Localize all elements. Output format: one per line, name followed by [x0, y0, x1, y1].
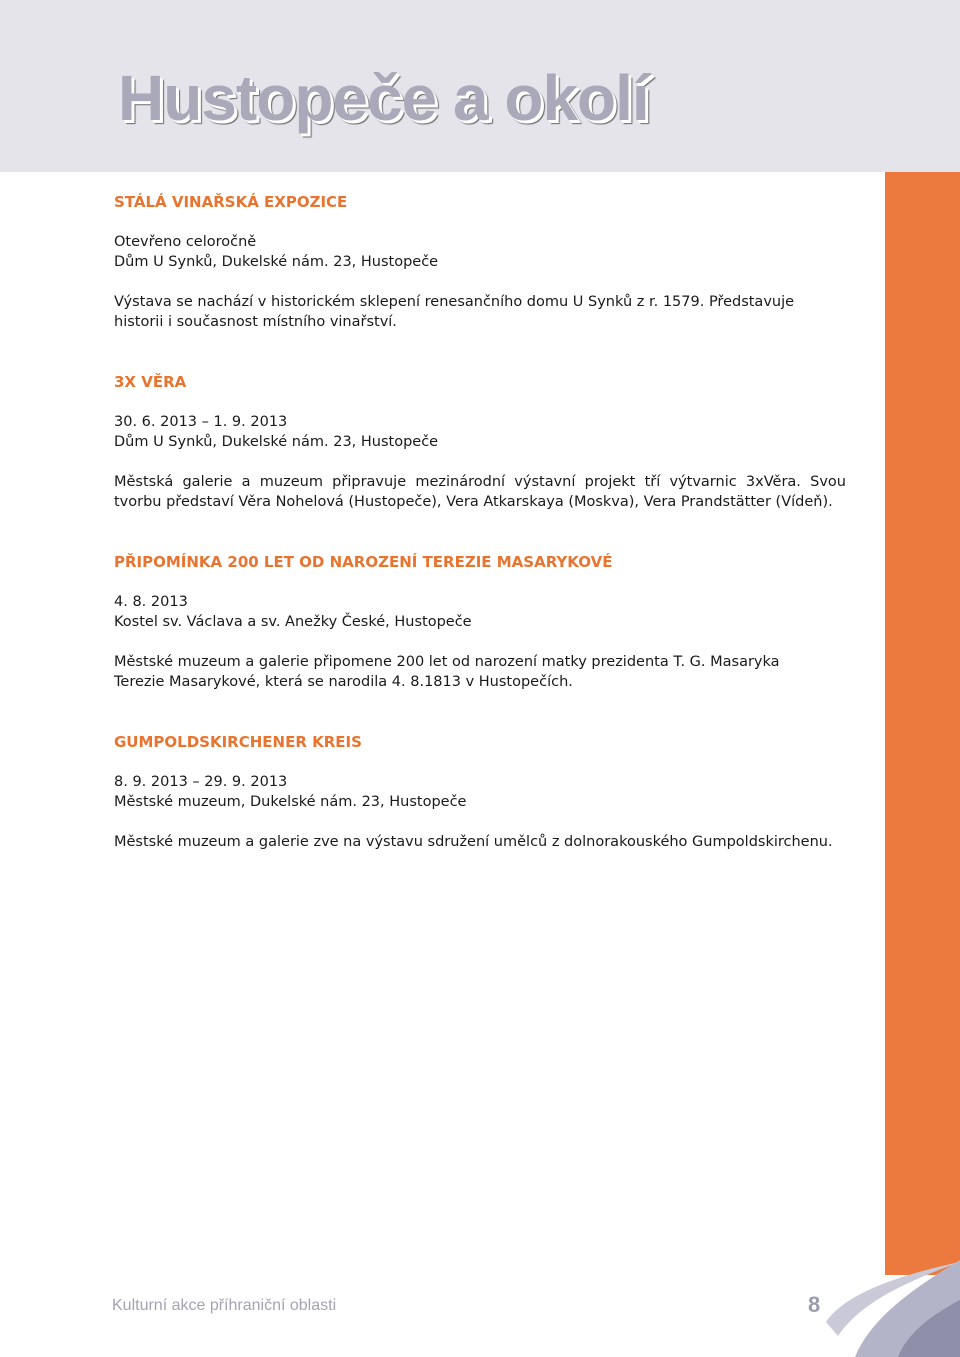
section-meta-line: Dům U Synků, Dukelské nám. 23, Hustopeče — [114, 254, 439, 270]
section-masarykova — [114, 552, 846, 692]
content — [114, 192, 846, 852]
section-meta-line: 8. 9. 2013 – 29. 9. 2013 — [114, 774, 288, 790]
section-meta-line: Kostel sv. Václava a sv. Anežky České, Hustopeče — [114, 614, 472, 630]
section-meta-line: 4. 8. 2013 — [114, 594, 188, 610]
footer-swoosh-graphic — [760, 1240, 960, 1357]
section-heading: PŘIPOMÍNKA 200 LET OD NAROZENÍ TEREZIE MASARYKOVÉ — [114, 553, 613, 571]
section-heading: GUMPOLDSKIRCHENER KREIS — [114, 733, 362, 751]
section-gumpoldskirchener — [114, 732, 846, 852]
section-meta-line: 30. 6. 2013 – 1. 9. 2013 — [114, 414, 288, 430]
page-number: 8 — [808, 1292, 821, 1317]
orange-side-bar — [885, 172, 960, 1275]
section-body: Městská galerie a muzeum připravuje mezinárodní výstavní projekt tří výtvarnic 3xVěra. Svou tvorbu představí Věra Nohelová (Hustopeče), Vera Atkarskaya (Moskva), Vera Prandstätter (Vídeň). — [114, 474, 846, 510]
section-body: Městské muzeum a galerie zve na výstavu sdružení umělců z dolnorakouského Gumpoldskirchenu. — [114, 834, 833, 850]
section-body-line: Terezie Masarykové, která se narodila 4. 8.1813 v Hustopečích. — [114, 674, 573, 690]
section-body-line: Městské muzeum a galerie připomene 200 let od narození matky prezidenta T. G. Masaryka — [114, 654, 780, 670]
footer-text: Kulturní akce příhraniční oblasti — [112, 1297, 337, 1314]
section-expozice — [114, 192, 846, 332]
section-meta-line: Městské muzeum, Dukelské nám. 23, Hustopeče — [114, 794, 467, 810]
page-title: Hustopeče a okolí — [118, 62, 649, 134]
section-body-line: Výstava se nachází v historickém sklepení renesančního domu U Synků z r. 1579. Představuje — [114, 294, 795, 310]
section-heading: 3X VĚRA — [114, 373, 187, 391]
section-heading: STÁLÁ VINAŘSKÁ EXPOZICE — [114, 193, 348, 211]
section-3x-vera — [114, 372, 846, 512]
section-meta-line: Dům U Synků, Dukelské nám. 23, Hustopeče — [114, 434, 439, 450]
section-meta-line: Otevřeno celoročně — [114, 234, 257, 250]
section-body-line: historii i současnost místního vinařství. — [114, 314, 397, 330]
